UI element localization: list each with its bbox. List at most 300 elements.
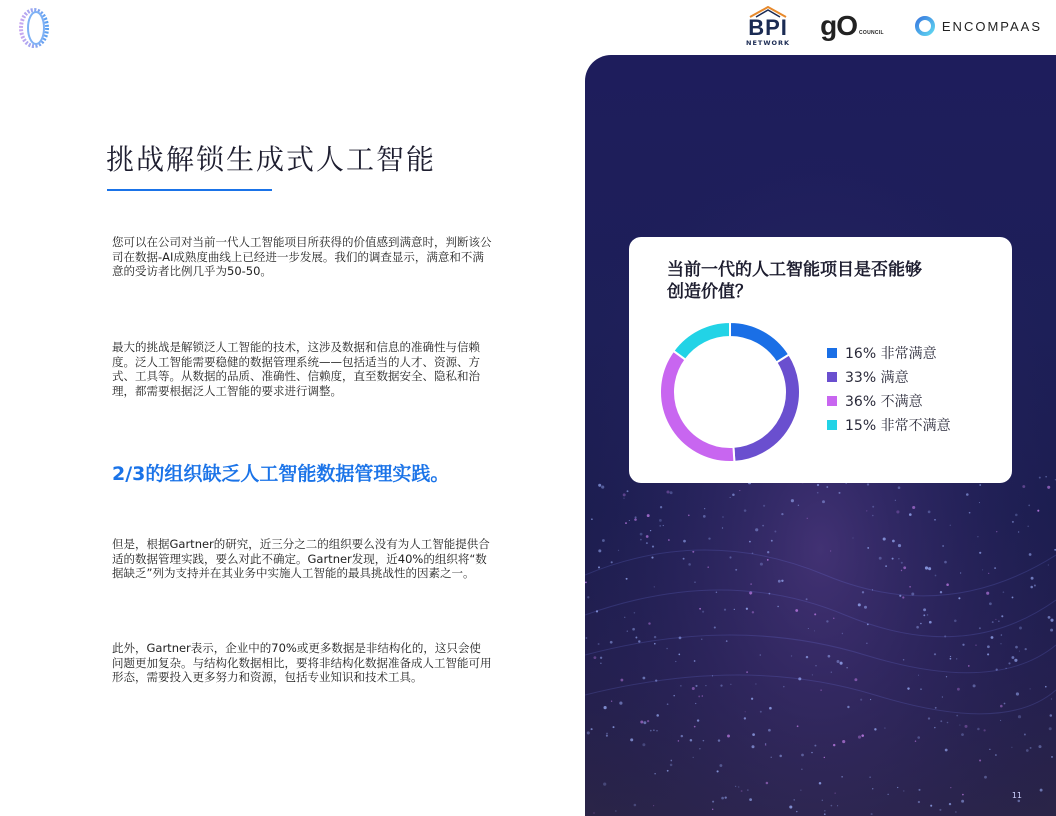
particle-dot (929, 621, 932, 624)
particle-dot (982, 569, 983, 570)
particle-dot (935, 707, 937, 709)
particle-dot (755, 528, 758, 531)
bpi-network-logo (746, 6, 790, 47)
particle-dot (1030, 747, 1032, 749)
particle-dot (903, 659, 905, 661)
particle-dot (884, 727, 885, 728)
particle-dot (1019, 651, 1020, 652)
particle-dot (879, 557, 882, 560)
particle-dot (667, 703, 669, 705)
particle-dot (603, 783, 606, 786)
subheading: 2/3的组织缺乏人工智能数据管理实践。 (112, 463, 450, 485)
particle-dot (1049, 727, 1052, 730)
particle-dot (768, 729, 771, 732)
particle-dot (683, 558, 685, 560)
particle-dot (917, 736, 920, 739)
particle-dot (969, 512, 971, 514)
particle-dot (623, 498, 624, 499)
brand-logo-icon (14, 8, 50, 48)
particle-dot (750, 583, 751, 584)
particle-dot (717, 770, 719, 772)
particle-dot (858, 603, 861, 606)
particle-dot (718, 739, 720, 741)
particle-dot (771, 540, 773, 542)
particle-dot (977, 536, 978, 537)
particle-dot (840, 662, 843, 665)
particle-dot (979, 627, 981, 629)
particle-dot (766, 782, 769, 785)
particle-dot (1037, 510, 1039, 512)
particle-dot (729, 556, 731, 558)
particle-dot (619, 702, 622, 705)
particle-dot (892, 558, 894, 560)
particle-dot (869, 776, 870, 777)
particle-dot (688, 515, 690, 517)
particle-dot (1029, 553, 1032, 556)
particle-dot (907, 687, 909, 689)
particle-dot (726, 640, 728, 642)
particle-dot (815, 665, 816, 666)
particle-dot (585, 637, 587, 639)
go-council-logo (820, 10, 884, 42)
particle-dot (634, 518, 637, 521)
particle-dot (725, 796, 727, 798)
particle-dot (808, 628, 809, 629)
particle-dot (854, 678, 857, 681)
particle-dot (950, 656, 951, 657)
particle-dot (678, 740, 680, 742)
particle-dot (872, 788, 873, 789)
particle-dot (598, 643, 600, 645)
particle-dot (920, 688, 922, 690)
particle-dot (598, 566, 600, 568)
particle-dot (918, 675, 919, 676)
particle-dot (653, 805, 654, 806)
particle-dot (745, 711, 746, 712)
particle-dot (1027, 525, 1029, 527)
particle-dot (650, 530, 651, 531)
particle-dot (1000, 643, 1001, 644)
legend-label: 36% 不满意 (845, 394, 923, 410)
particle-dot (703, 515, 706, 518)
particle-dot (867, 547, 869, 549)
particle-dot (925, 566, 928, 569)
particle-dot (752, 733, 755, 736)
particle-dot (670, 760, 672, 762)
particle-dot (991, 636, 994, 639)
paragraph-1: 您可以在公司对当前一代人工智能项目所获得的价值感到满意时，判断该公司在数据-AI成熟度曲线上已经进一步发展。我们的调查显示，满意和不满意的受访者比例几乎为50-50。 (112, 235, 492, 278)
particle-dot (841, 776, 843, 778)
particle-dot (1012, 596, 1014, 598)
particle-dot (828, 655, 831, 658)
particle-dot (934, 653, 936, 655)
particle-dot (892, 540, 895, 543)
legend-swatch-0 (827, 348, 837, 358)
particle-dot (898, 558, 899, 559)
particle-dot (660, 506, 662, 508)
particle-dot (593, 812, 594, 813)
particle-dot (1048, 564, 1049, 565)
particle-dot (1016, 692, 1019, 695)
particle-dot (720, 685, 722, 687)
particle-dot (950, 787, 951, 788)
particle-dot (643, 677, 646, 680)
encompaas-logo-text: ENCOMPAAS (941, 18, 1042, 34)
particle-dot (861, 734, 864, 737)
particle-dot (697, 719, 699, 721)
particle-dot (824, 813, 826, 815)
donut-slice-3 (673, 322, 730, 360)
legend-label: 15% 非常不满意 (845, 418, 951, 434)
particle-dot (656, 730, 657, 731)
donut-slice-1 (733, 354, 800, 461)
particle-dot (956, 658, 957, 659)
particle-dot (635, 637, 637, 639)
particle-dot (806, 598, 808, 600)
particle-dot (831, 805, 833, 807)
particle-dot (732, 494, 735, 497)
particle-dot (746, 671, 748, 673)
particle-dot (826, 486, 828, 488)
particle-dot (822, 800, 823, 801)
particle-dot (1003, 591, 1005, 593)
particle-dot (1018, 715, 1021, 718)
particle-dot (968, 665, 970, 667)
particle-dot (812, 674, 813, 675)
particle-dot (989, 749, 990, 750)
particle-dot (939, 809, 941, 811)
particle-dot (1047, 486, 1050, 489)
legend-item (827, 413, 951, 437)
particle-dot (961, 733, 964, 736)
particle-dot (654, 643, 656, 645)
particle-dot (1050, 714, 1053, 717)
particle-dot (620, 679, 623, 682)
legend-item (827, 365, 951, 389)
particle-dot (872, 515, 874, 517)
particle-dot (694, 726, 696, 728)
particle-dot (643, 721, 646, 724)
particle-dot (767, 551, 769, 553)
particle-dot (1048, 616, 1051, 619)
particle-dot (1024, 734, 1026, 736)
page-number: 11 (1011, 791, 1022, 800)
particle-dot (992, 621, 994, 623)
particle-dot (837, 805, 838, 806)
particle-dot (719, 764, 722, 767)
particle-dot (625, 522, 627, 524)
particle-dot (983, 729, 985, 731)
particle-dot (667, 770, 669, 772)
legend-swatch-2 (827, 396, 837, 406)
paragraph-3: 但是，根据Gartner的研究，近三分之二的组织要么没有为人工智能提供合适的数据管理实践，要么对此不确定。Gartner发现，近40%的组织将“数据缺乏”列为支持并在其业务中实施人工智能的最具挑战性的因素之一。 (112, 537, 490, 580)
particle-dot (814, 613, 816, 615)
particle-dot (860, 699, 862, 701)
particle-dot (801, 769, 802, 770)
particle-dot (903, 566, 906, 569)
particle-dot (957, 688, 960, 691)
particle-dot (898, 486, 901, 489)
particle-dot (610, 641, 613, 644)
particle-dot (730, 497, 731, 498)
particle-dot (955, 811, 956, 812)
particle-dot (1051, 756, 1053, 758)
particle-dot (626, 578, 628, 580)
particle-dot (1004, 703, 1006, 705)
particle-dot (842, 740, 845, 743)
particle-dot (1050, 629, 1053, 632)
particle-dot (624, 617, 625, 618)
title-underline (107, 189, 272, 191)
particle-dot (958, 597, 960, 599)
particle-dot (699, 748, 700, 749)
particle-dot (741, 790, 743, 792)
particle-dot (591, 518, 593, 520)
particle-dot (852, 537, 853, 538)
particle-dot (962, 794, 964, 796)
particle-dot (923, 608, 926, 611)
particle-dot (928, 567, 931, 570)
particle-dot (996, 531, 997, 532)
particle-dot (611, 701, 612, 702)
particle-dot (793, 799, 794, 800)
particle-dot (909, 586, 911, 588)
particle-dot (699, 608, 701, 610)
particle-dot (1001, 615, 1003, 617)
particle-dot (705, 685, 706, 686)
particle-dot (783, 686, 785, 688)
particle-dot (1034, 585, 1036, 587)
particle-dot (962, 644, 964, 646)
particle-dot (987, 645, 990, 648)
particle-dot (606, 735, 608, 737)
particle-dot (642, 743, 645, 746)
particle-dot (739, 490, 740, 491)
particle-dot (704, 508, 705, 509)
particle-dot (935, 575, 937, 577)
particle-dot (777, 606, 778, 607)
particle-dot (760, 563, 763, 566)
particle-dot (1000, 705, 1003, 708)
particle-dot (864, 606, 867, 609)
particle-dot (760, 711, 762, 713)
particle-dot (707, 566, 709, 568)
particle-dot (763, 505, 765, 507)
particle-dot (867, 483, 869, 485)
particle-dot (716, 592, 718, 594)
particle-dot (673, 695, 675, 697)
particle-dot (670, 491, 673, 494)
particle-dot (824, 810, 825, 811)
paragraph-2: 最大的挑战是解锁泛人工智能的技术，这涉及数据和信息的准确性与信赖度。泛人工智能需要稳健的数据管理系统——包括适当的人才、资源、方式、工具等。从数据的品质、准确性、信赖度，直至数据安全、隐私和治理，都需要根据泛人工智能的要求进行调整。 (112, 340, 480, 398)
particle-dot (795, 609, 798, 612)
particle-dot (727, 735, 730, 738)
particle-dot (755, 683, 756, 684)
particle-dot (898, 544, 901, 547)
particle-dot (1022, 485, 1025, 488)
particle-dot (724, 609, 726, 611)
particle-dot (703, 740, 705, 742)
particle-dot (656, 714, 659, 717)
particle-dot (600, 657, 602, 659)
particle-dot (771, 757, 772, 758)
particle-dot (690, 739, 693, 742)
particle-dot (638, 640, 640, 642)
particle-dot (995, 754, 997, 756)
particle-dot (940, 720, 942, 722)
particle-dot (680, 685, 681, 686)
particle-dot (901, 570, 902, 571)
particle-dot (964, 725, 967, 728)
particle-dot (634, 804, 637, 807)
particle-dot (749, 798, 752, 801)
particle-dot (942, 545, 944, 547)
particle-dot (800, 790, 801, 791)
partner-logos (746, 6, 1042, 47)
particle-dot (1038, 745, 1041, 748)
particle-dot (872, 506, 874, 508)
particle-dot (744, 509, 747, 512)
particle-dot (749, 541, 751, 543)
particle-dot (647, 514, 650, 517)
particle-dot (1019, 627, 1022, 630)
particle-dot (1028, 505, 1030, 507)
particle-dot (688, 563, 691, 566)
particle-dot (747, 790, 748, 791)
particle-dot (1045, 686, 1047, 688)
particle-dot (975, 645, 976, 646)
bpi-logo-subtitle: NETWORK (746, 39, 791, 47)
particle-dot (883, 537, 886, 540)
particle-dot (838, 492, 840, 494)
particle-dot (950, 658, 952, 660)
particle-dot (751, 745, 754, 748)
donut-chart (655, 317, 805, 467)
particle-dot (984, 776, 987, 779)
particle-dot (903, 790, 904, 791)
particle-dot (765, 744, 767, 746)
particle-dot (632, 628, 635, 631)
particle-dot (831, 672, 832, 673)
particle-dot (769, 707, 772, 710)
particle-dot (871, 813, 873, 815)
particle-dot (927, 614, 929, 616)
particle-dot (659, 519, 662, 522)
particle-dot (1045, 476, 1046, 477)
particle-dot (735, 569, 737, 571)
particle-dot (767, 559, 769, 561)
particle-dot (866, 643, 867, 644)
particle-dot (915, 740, 916, 741)
legend-swatch-1 (827, 372, 837, 382)
particle-dot (895, 500, 896, 501)
particle-dot (998, 621, 999, 622)
particle-dot (988, 573, 989, 574)
legend-label: 16% 非常满意 (845, 346, 937, 362)
particle-dot (920, 623, 922, 625)
particle-dot (928, 511, 931, 514)
particle-dot (1011, 747, 1012, 748)
legend-item (827, 341, 951, 365)
particle-dot (798, 505, 799, 506)
particle-dot (778, 580, 781, 583)
particle-dot (712, 809, 713, 810)
particle-dot (722, 527, 723, 528)
particle-dot (973, 684, 976, 687)
particle-dot (712, 801, 714, 803)
particle-dot (781, 513, 783, 515)
particle-dot (934, 727, 935, 728)
particle-dot (896, 510, 899, 513)
particle-dot (954, 620, 957, 623)
go-logo-subtitle: COUNCIL (859, 30, 884, 37)
particle-dot (654, 586, 655, 587)
particle-dot (801, 754, 804, 757)
particle-dot (986, 592, 989, 595)
particle-dot (735, 786, 736, 787)
particle-dot (698, 695, 700, 697)
particle-dot (744, 717, 746, 719)
particle-dot (734, 609, 735, 610)
particle-dot (1018, 800, 1021, 803)
particle-dot (695, 685, 697, 687)
particle-dot (942, 696, 943, 697)
particle-dot (1008, 662, 1010, 664)
particle-dot (591, 728, 593, 730)
particle-dot (946, 583, 949, 586)
particle-dot (738, 786, 739, 787)
particle-dot (791, 499, 794, 502)
particle-dot (640, 721, 643, 724)
particle-dot (994, 567, 996, 569)
particle-dot (959, 725, 960, 726)
particle-dot (944, 561, 947, 564)
particle-dot (979, 759, 981, 761)
particle-dot (746, 608, 748, 610)
particle-dot (814, 745, 816, 747)
particle-dot (654, 636, 656, 638)
particle-dot (858, 736, 861, 739)
particle-dot (654, 773, 655, 774)
particle-dot (752, 611, 754, 613)
bpi-logo-text: BPI (748, 15, 788, 40)
particle-dot (833, 618, 834, 619)
chart-title: 当前一代的人工智能项目是否能够创造价值？ (667, 260, 922, 302)
particle-dot (830, 550, 831, 551)
particle-dot (587, 596, 589, 598)
particle-dot (947, 722, 949, 724)
particle-dot (811, 752, 812, 753)
particle-dot (987, 653, 989, 655)
particle-dot (781, 580, 783, 582)
particle-dot (909, 513, 912, 516)
particle-dot (670, 764, 673, 767)
particle-dot (822, 500, 825, 503)
particle-dot (598, 484, 601, 487)
particle-dot (888, 794, 889, 795)
encompaas-ring-icon (914, 15, 936, 37)
particle-dot (651, 557, 653, 559)
particle-dot (961, 800, 964, 803)
particle-dot (585, 582, 587, 584)
particle-dot (613, 726, 615, 728)
particle-dot (646, 535, 649, 538)
particle-dot (615, 810, 616, 811)
particle-dot (979, 552, 981, 554)
particle-dot (950, 525, 951, 526)
particle-dot (598, 549, 601, 552)
particle-dot (796, 811, 797, 812)
